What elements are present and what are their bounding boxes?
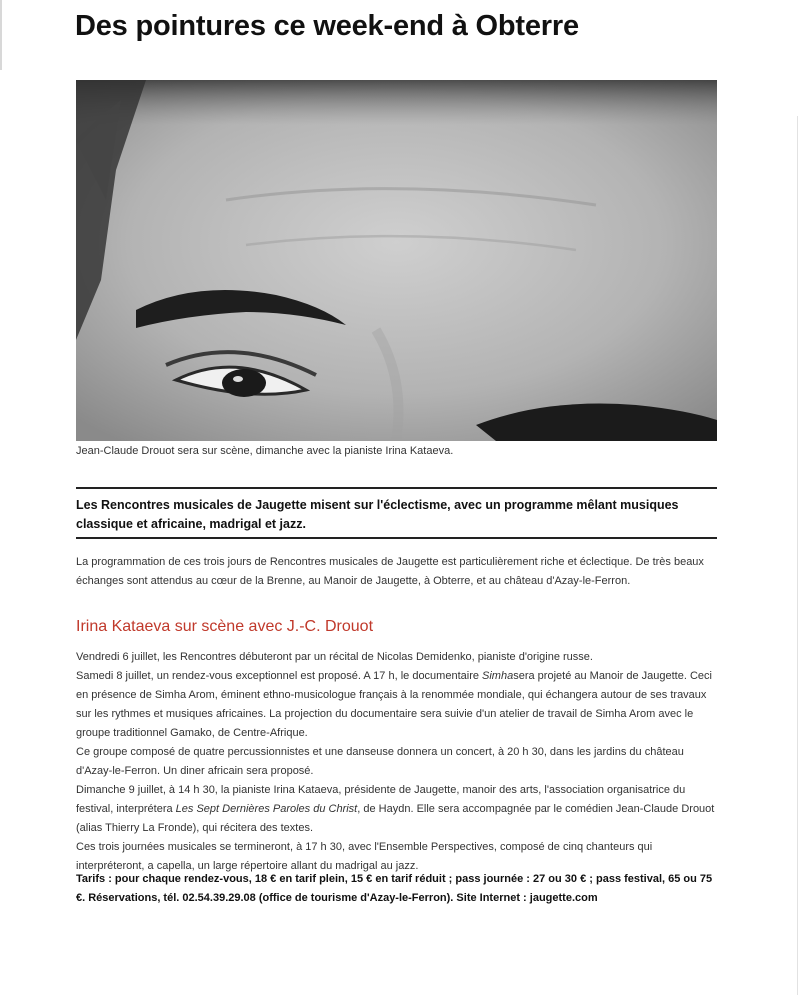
- pricing-info: Tarifs : pour chaque rendez-vous, 18 € en tarif plein, 15 € en tarif réduit ; pass journée : 27 ou 30 € ; pass festival, 65 ou 75 €. Réservations, tél. 02.54.39.29.08 (office de tourisme d'Azay-le-Ferron). Site Internet : jaugette.com: [76, 873, 713, 904]
- paragraph-saturday-part1: Samedi 8 juillet, un rendez-vous exceptionnel est proposé. A 17 h, le documentaire: [76, 670, 483, 682]
- section-subheading: Irina Kataeva sur scène avec J.-C. Drouot: [76, 618, 374, 635]
- article-photo: [76, 80, 717, 441]
- paragraph-friday: Vendredi 6 juillet, les Rencontres débuteront par un récital de Nicolas Demidenko, pianiste d'origine russe.: [76, 651, 593, 663]
- paragraph-sunday-part1: Dimanche 9 juillet, à 14 h 30, la pianiste Irina Kataeva, présidente de Jaugette, manoir des arts, l'association organisatrice du festival, interprétera: [76, 784, 686, 815]
- work-title: Les Sept Dernières Paroles du Christ: [175, 803, 358, 815]
- page-edge-left: [0, 0, 2, 70]
- article-title: Des pointures ce week-end à Obterre: [75, 10, 579, 42]
- page-edge-right: [797, 116, 798, 995]
- paragraph-saturday-part2: sera projeté au Manoir de Jaugette. Ceci en présence de Simha Arom, éminent ethno-musicologue français à la renommée mondiale, qui échangera autour de ses travaux sur les rythmes et musiques africaines. La projection du documentaire sera suivie d'un atelier de travail de Simha Arom avec le groupe traditionnel Gamako, de Centre-Afrique.: [76, 670, 712, 739]
- paragraph-closing: Ces trois journées musicales se termineront, à 17 h 30, avec l'Ensemble Perspectives, composé de cinq chanteurs qui interpréteront, a capella, un large répertoire allant du madrigal au jazz.: [76, 841, 653, 872]
- article-lead: Les Rencontres musicales de Jaugette misent sur l'éclectisme, avec un programme mêlant musiques classique et africaine, madrigal et jazz.: [76, 487, 717, 539]
- paragraph-concert: Ce groupe composé de quatre percussionnistes et une danseuse donnera un concert, à 20 h 30, dans les jardins du château d'Azay-le-Ferron. Un diner africain sera proposé.: [76, 746, 684, 777]
- article-body: [76, 648, 717, 876]
- intro-paragraph: La programmation de ces trois jours de Rencontres musicales de Jaugette est particulièrement riche et éclectique. De très beaux échanges sont attendus au cœur de la Brenne, au Manoir de Jaugette, à Obterre, et au château d'Azay-le-Ferron.: [76, 556, 704, 587]
- documentary-title: Simha: [482, 670, 514, 682]
- paragraph-saturday: [76, 667, 717, 743]
- face-closeup-image: [76, 80, 717, 441]
- paragraph-sunday-part2: , de Haydn. Elle sera accompagnée par le comédien Jean-Claude Drouot (alias Thierry La Fronde), qui récitera des textes.: [76, 803, 715, 834]
- paragraph-sunday: [76, 781, 717, 838]
- photo-caption: Jean-Claude Drouot sera sur scène, dimanche avec la pianiste Irina Kataeva.: [76, 445, 454, 457]
